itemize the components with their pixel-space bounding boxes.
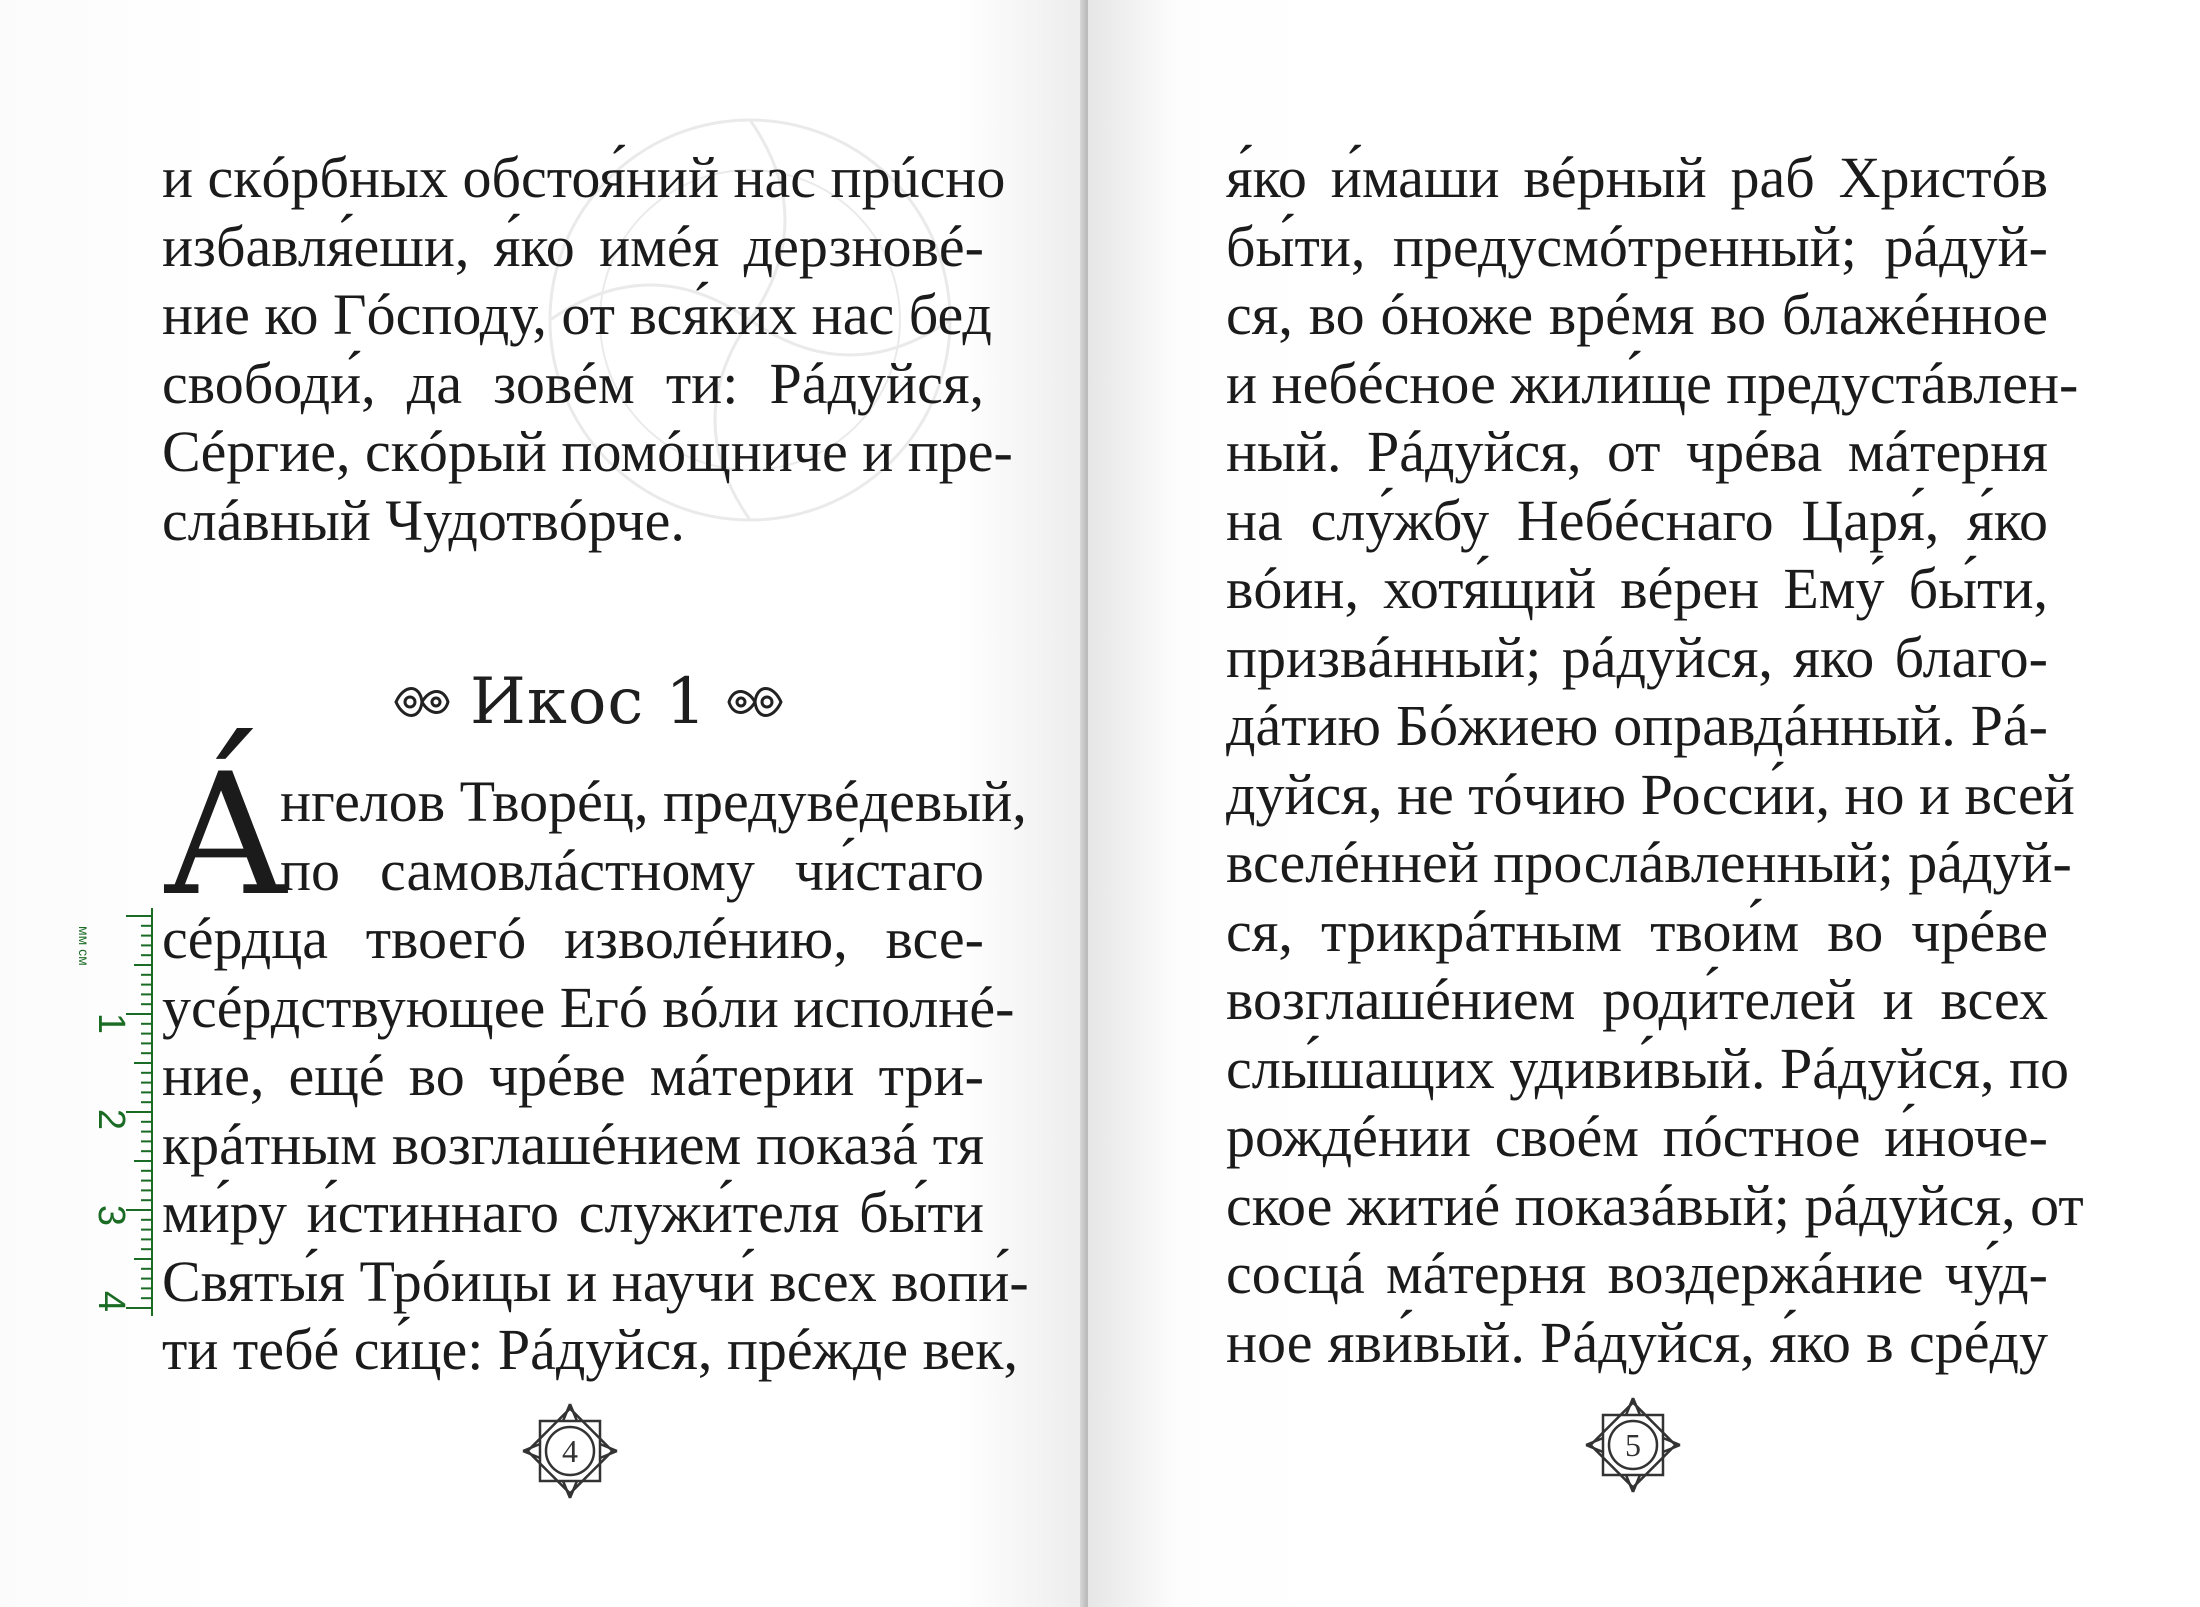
text-line: слáвный Чудотвóрче. [162, 487, 685, 553]
ruler-number: 3 [90, 1204, 133, 1227]
text-line: крáтным возглашéнием показá тя [162, 1111, 984, 1177]
left-top-paragraph [162, 144, 1013, 555]
text-line: ми́ру и́стиннаго служи́теля бы́ти [162, 1180, 984, 1245]
right-page [1088, 0, 2200, 1607]
text-line: ние ко Гóсподу, от вся́ких нас бед [162, 282, 992, 347]
right-paragraph [1226, 144, 2084, 1377]
text-line: ный. Рáдуйся, от чрéва мáтерня [1226, 419, 2048, 484]
text-line: усéрдствующее Егó вóли исполнé- [162, 974, 1015, 1040]
text-line: ти тебé си́це: Рáдуйся, прéжде век, [162, 1317, 1018, 1382]
text-line: призвáнный; рáдуйся, яко благо- [1226, 624, 2048, 690]
heading-ornament-left-icon [390, 678, 454, 726]
heading-title: Икос 1 [470, 665, 708, 739]
text-line: рождéнии своéм пóстное и́ноче- [1226, 1104, 2048, 1169]
text-line: на слу́жбу Небéснаго Царя́, я́ко [1226, 487, 2048, 553]
heading-ornament-right-icon [723, 678, 787, 726]
ruler-number: 2 [90, 1108, 133, 1131]
text-line: дáтию Бóжиею оправдáнный. Рá- [1226, 693, 2048, 758]
text-line: Сéргие, скóрый помóщниче и пре- [162, 419, 1013, 484]
text-line: сéрдца твоегó изволéнию, все- [162, 906, 984, 971]
text-line: возглашéнием роди́телей и всех [1226, 967, 2048, 1032]
page-number: 4 [562, 1432, 578, 1469]
left-page [0, 0, 1088, 1607]
text-line: и небéсное жили́ще предустáвлен- [1226, 350, 2079, 416]
text-line: нгелов Творéц, предувéдевый, [280, 769, 1027, 834]
page-number-ornament [515, 1396, 625, 1506]
text-line: дуйся, не тóчию Росси́и, но и всей [1226, 761, 2075, 827]
text-line: ное яви́вый. Рáдуйся, я́ко в срéду [1226, 1309, 2048, 1375]
text-line: Святы́я Трóицы и научи́ всех вопи́- [162, 1248, 1029, 1314]
ruler-number: 4 [90, 1290, 133, 1313]
text-line: я́ко и́маши вéрный раб Христóв [1226, 145, 2048, 210]
text-line: свободи́, да зовéм ти: Рáдуйся, [162, 350, 984, 416]
section-heading [390, 662, 787, 742]
drop-cap: А́ [162, 737, 290, 933]
text-line: и скóрбных обстоя́ний нас прúсно [162, 145, 1006, 210]
measurement-ruler [76, 908, 158, 1316]
text-line: по самовлáстному чи́стаго [280, 837, 984, 903]
text-line: избавля́еши, я́ко имéя дерзновé- [162, 213, 984, 279]
page-number: 5 [1625, 1426, 1641, 1463]
text-line: сосцá мáтерня воздержáние чу́д- [1226, 1241, 2048, 1306]
text-line: вóин, хотя́щий вéрен Ему́ бы́ти, [1226, 556, 2048, 621]
text-line: ся, трикрáтным твои́м во чрéве [1226, 898, 2048, 964]
text-line: слы́шащих удиви́вый. Рáдуйся, по [1226, 1035, 2069, 1101]
ruler-unit-label: мм см [76, 926, 92, 966]
text-line: ское житиé показáвый; рáдуйся, от [1226, 1172, 2084, 1238]
text-line: вселéнней прослáвленный; рáдуй- [1226, 830, 2072, 895]
text-line: бы́ти, предусмóтренный; рáдуй- [1226, 213, 2048, 279]
page-number-ornament [1578, 1390, 1688, 1500]
ikos-paragraph [162, 768, 1029, 1385]
text-line: ние, ещé во чрéве мáтерии три- [162, 1043, 984, 1108]
ruler-number: 1 [90, 1012, 133, 1035]
text-line: ся, во óноже врéмя во блажéнное [1226, 282, 2048, 347]
